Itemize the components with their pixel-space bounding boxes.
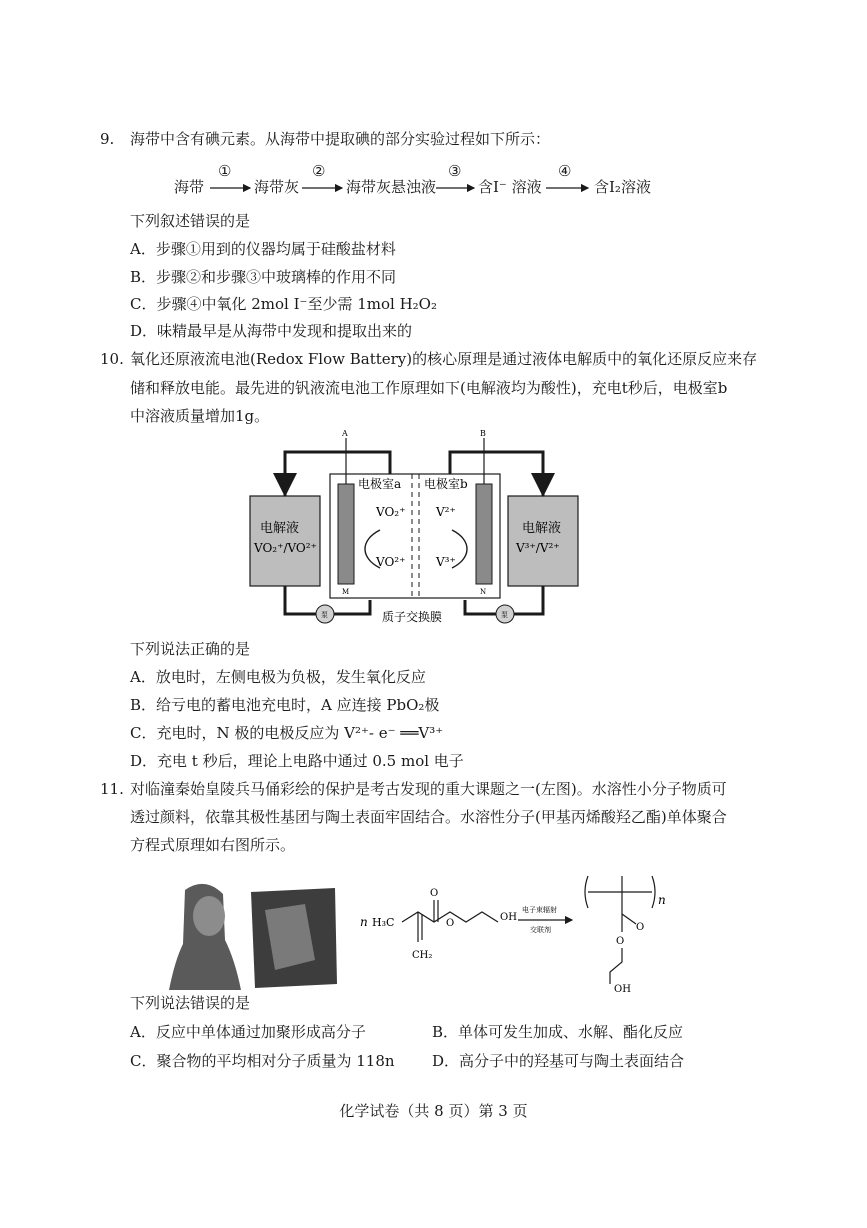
svg-text:V²⁺: V²⁺ — [436, 505, 456, 519]
svg-text:n: n — [360, 915, 368, 929]
flow-item-2: 海带灰 — [254, 178, 300, 196]
flow-item-4: 含I⁻ 溶液 — [478, 178, 542, 196]
svg-text:VO₂⁺: VO₂⁺ — [376, 505, 406, 519]
svg-text:CH₂: CH₂ — [412, 950, 433, 961]
step-1-label: ① — [218, 162, 232, 180]
q11-prompt: 下列说法错误的是 — [130, 994, 251, 1012]
q10-option-b: B．给亏电的蓄电池充电时，A 应连接 PbO₂极 — [130, 696, 440, 714]
q11-number: 11. — [100, 780, 124, 798]
flow-item-1: 海带 — [174, 178, 205, 196]
q11-option-d: D．高分子中的羟基可与陶土表面结合 — [432, 1052, 685, 1070]
step-2-label: ② — [312, 162, 326, 180]
q9-option-b: B．步骤②和步骤③中玻璃棒的作用不同 — [130, 268, 397, 286]
electrode-n — [476, 484, 492, 584]
cell-body — [330, 474, 500, 598]
q9-stem: 海带中含有碘元素。从海带中提取碘的部分实验过程如下所示： — [130, 130, 551, 148]
svg-text:电解液: 电解液 — [522, 521, 562, 536]
svg-text:电极室a: 电极室a — [358, 477, 402, 491]
svg-text:n: n — [658, 893, 666, 907]
q11-stem-line-3: 方程式原理如右图所示。 — [130, 836, 296, 854]
flow-arrows — [160, 160, 680, 200]
q10-option-d: D．充电 t 秒后，理论上电路中通过 0.5 mol 电子 — [130, 752, 464, 770]
q10-stem-line-3: 中溶液质量增加1g。 — [130, 407, 270, 425]
svg-text:泵: 泵 — [501, 611, 508, 619]
flow-item-3: 海带灰悬浊液 — [346, 178, 437, 196]
q10-prompt: 下列说法正确的是 — [130, 640, 251, 658]
q11-option-b: B．单体可发生加成、水解、酯化反应 — [432, 1023, 684, 1041]
svg-text:V³⁺: V³⁺ — [436, 555, 456, 569]
svg-text:A: A — [342, 429, 348, 438]
page-footer: 化学试卷（共 8 页）第 3 页 — [339, 1102, 528, 1120]
flow-item-5: 含I₂溶液 — [594, 178, 651, 196]
q11-stem-line-2: 透过颜料，依靠其极性基团与陶土表面牢固结合。水溶性分子(甲基丙烯酸羟乙酯)单体聚合 — [130, 808, 727, 826]
q11-option-a: A．反应中单体通过加聚形成高分子 — [130, 1023, 366, 1041]
q10-stem-line-2: 储和释放电能。最先进的钒液流电池工作原理如下(电解液均为酸性)，充电t秒后，电极室b — [130, 379, 728, 397]
svg-text:O: O — [616, 936, 625, 947]
q10-option-a: A．放电时，左侧电极为负极，发生氧化反应 — [130, 668, 426, 686]
svg-text:电解液: 电解液 — [260, 521, 300, 536]
svg-text:VO²⁺: VO²⁺ — [376, 555, 406, 569]
q9-flow — [160, 160, 680, 200]
step-4-label: ④ — [558, 162, 572, 180]
svg-text:OH: OH — [500, 912, 517, 923]
svg-text:O: O — [430, 888, 439, 899]
svg-text:VO₂⁺/VO²⁺: VO₂⁺/VO²⁺ — [254, 541, 317, 555]
svg-text:M: M — [342, 588, 350, 596]
electrode-m — [338, 484, 354, 584]
q9-option-c: C．步骤④中氧化 2mol I⁻至少需 1mol H₂O₂ — [130, 295, 437, 313]
step-3-label: ③ — [448, 162, 462, 180]
polymerization-reaction — [360, 870, 700, 995]
q9-prompt: 下列叙述错误的是 — [130, 212, 251, 230]
q9-number: 9. — [100, 130, 115, 148]
svg-text:N: N — [480, 588, 487, 596]
q9-option-a: A．步骤①用到的仪器均属于硅酸盐材料 — [130, 240, 396, 258]
svg-text:泵: 泵 — [321, 611, 328, 619]
q10-option-c: C．充电时，N 极的电极反应为 V²⁺- e⁻ ══V³⁺ — [130, 724, 444, 742]
svg-text:H₃C: H₃C — [372, 916, 395, 929]
q10-stem-line-1: 氧化还原液流电池(Redox Flow Battery)的核心原理是通过液体电解质中的氧化还原反应来存 — [130, 350, 758, 368]
flow-battery-diagram — [240, 428, 620, 628]
q11-stem-line-1: 对临潼秦始皇陵兵马俑彩绘的保护是考古发现的重大课题之一(左图)。水溶性小分子物质可 — [130, 780, 727, 798]
q10-number: 10. — [100, 350, 124, 368]
svg-text:电极室b: 电极室b — [424, 477, 468, 491]
terracotta-warrior-photo — [165, 880, 340, 990]
svg-text:OH: OH — [614, 984, 631, 995]
q11-option-c: C．聚合物的平均相对分子质量为 118n — [130, 1052, 395, 1070]
svg-text:电子束辐射: 电子束辐射 — [522, 906, 557, 914]
svg-text:B: B — [480, 429, 486, 438]
svg-text:V³⁺/V²⁺: V³⁺/V²⁺ — [516, 541, 560, 555]
svg-text:O: O — [446, 918, 455, 929]
svg-text:质子交换膜: 质子交换膜 — [382, 610, 443, 624]
svg-text:交联剂: 交联剂 — [530, 926, 551, 934]
svg-text:O: O — [636, 922, 645, 933]
q9-option-d: D．味精最早是从海带中发现和提取出来的 — [130, 322, 413, 340]
